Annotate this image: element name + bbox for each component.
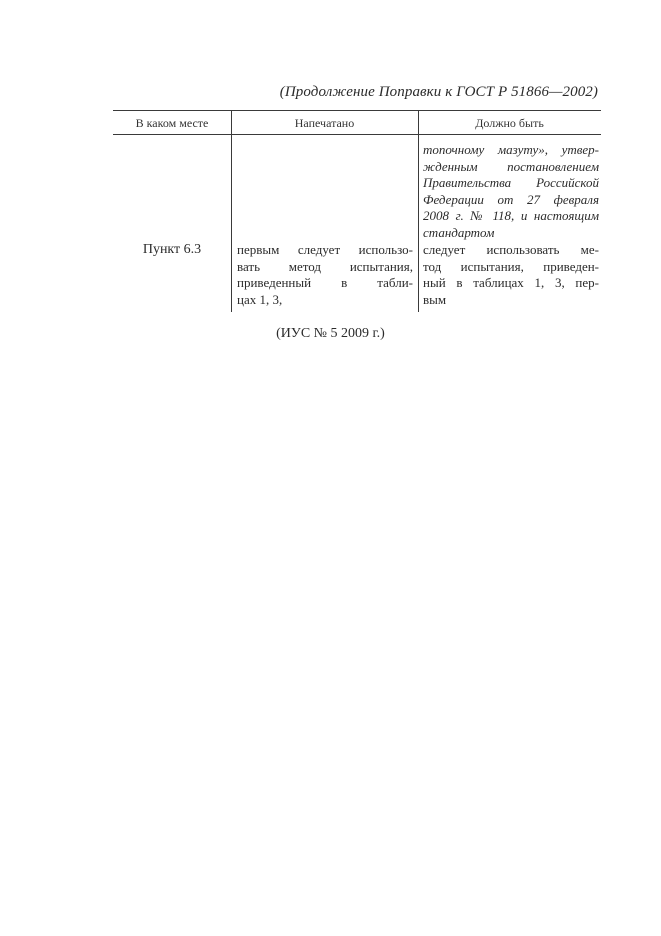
source-reference: (ИУС № 5 2009 г.)	[276, 326, 385, 341]
text-line: вым	[423, 291, 447, 307]
text-line: 2008 г. № 118, и настоящим	[423, 208, 599, 223]
text-line: вать метод испытания,	[237, 258, 413, 274]
column-header-place: В каком месте	[135, 116, 209, 130]
text-line: топочному мазуту», утвер-	[423, 142, 599, 157]
column-header-should-be: Должно быть	[475, 116, 544, 130]
row-place: Пункт 6.3	[142, 242, 202, 257]
amendment-table	[113, 110, 601, 312]
continuation-header: (Продолжение Поправки к ГОСТ Р 51866—2002)	[279, 84, 598, 100]
row-should-be-text	[423, 242, 599, 308]
text-line: приведенный в табли-	[237, 275, 413, 290]
column-divider	[231, 134, 232, 312]
text-line: стандартом	[423, 224, 495, 240]
table-top-rule	[113, 110, 601, 111]
text-line: Правительства Российской	[423, 175, 599, 190]
text-line: первым следует использо-	[237, 242, 413, 257]
text-line: ный в таблицах 1, 3, пер-	[423, 275, 599, 290]
text-line: жденным постановлением	[423, 158, 599, 174]
column-header-printed: Напечатано	[294, 116, 355, 130]
text-line: следует использовать ме-	[423, 242, 599, 257]
text-line: Федерации от 27 февраля	[423, 191, 599, 207]
text-line: цах 1, 3,	[237, 291, 283, 307]
table-header-rule	[113, 134, 601, 135]
text-line: тод испытания, приведен-	[423, 258, 599, 274]
column-divider	[418, 110, 419, 312]
continued-correction-text	[423, 142, 599, 241]
row-printed-text	[237, 242, 413, 308]
